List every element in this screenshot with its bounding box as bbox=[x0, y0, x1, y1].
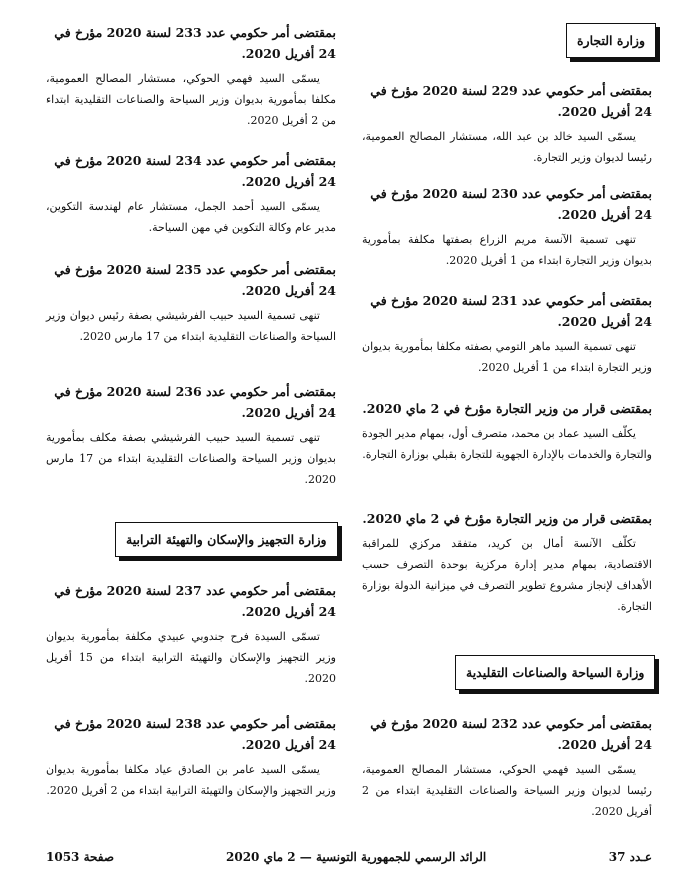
decree-body: يكلّف السيد عماد بن محمد، متصرف أول، بمهام مدير الجودة والتجارة والخدمات بالإدارة الجهوية للتجارة بقبلي بوزارة التجارة. bbox=[362, 427, 652, 461]
decree-233 bbox=[46, 22, 336, 131]
decree-236 bbox=[46, 381, 336, 490]
decree-body: تكلّف الآنسة أمال بن كريد، متفقد مركزي للمراقبة الاقتصادية، بمهام مدير إدارة مركزية بوحدة التصرف حسب الأهداف لإنجاز مشروع تطوير التصرف في ميزانية الدولة بوزارة التجارة. bbox=[362, 537, 652, 613]
decree-heading: بمقتضى أمر حكومي عدد 238 لسنة 2020 مؤرخ في 24 أفريل 2020. bbox=[54, 716, 336, 752]
decree-body: يسمّى السيد فهمي الحوكي، مستشار المصالح العمومية، مكلفا بمأمورية بديوان وزير السياحة والصناعات التقليدية ابتداء من 2 أفريل 2020. bbox=[46, 72, 336, 127]
order-commerce-2 bbox=[362, 508, 652, 617]
decree-body: تنهى تسمية السيد حبيب الفرشيشي بصفة رئيس ديوان وزير السياحة والصناعات التقليدية ابتداء من 17 مارس 2020. bbox=[46, 309, 336, 343]
decree-heading: بمقتضى أمر حكومي عدد 233 لسنة 2020 مؤرخ في 24 أفريل 2020. bbox=[54, 25, 336, 61]
decree-body: تنهى تسمية السيد حبيب الفرشيشي بصفة مكلف بمأمورية بديوان وزير السياحة والصناعات التقليدية ابتداء من 17 مارس 2020. bbox=[46, 431, 336, 486]
journal-title: الرائد الرسمي للجمهورية التونسية — 2 ماي 2020 bbox=[226, 850, 487, 864]
decree-238 bbox=[46, 713, 336, 801]
decree-234 bbox=[46, 150, 336, 238]
decree-heading: بمقتضى أمر حكومي عدد 230 لسنة 2020 مؤرخ في 24 أفريل 2020. bbox=[370, 186, 652, 222]
section-title-equipment: وزارة التجهيز والإسكان والتهيئة الترابية bbox=[115, 522, 338, 557]
decree-heading: بمقتضى قرار من وزير التجارة مؤرخ في 2 ماي 2020. bbox=[362, 511, 652, 526]
page-footer bbox=[46, 850, 652, 872]
decree-231 bbox=[362, 290, 652, 378]
decree-body: تسمّى السيدة فرح جندوبي عبيدي مكلفة بمأمورية بديوان وزير التجهيز والإسكان والتهيئة الترابية ابتداء من 15 أفريل 2020. bbox=[46, 630, 336, 685]
decree-body: تنهى تسمية الآنسة مريم الزراع بصفتها مكلفة بمأمورية بديوان وزير التجارة ابتداء من 1 أفريل 2020. bbox=[362, 233, 652, 267]
decree-body: يسمّى السيد فهمي الحوكي، مستشار المصالح العمومية، رئيسا لديوان وزير السياحة والصناعات التقليدية ابتداء من 2 أفريل 2020. bbox=[362, 763, 652, 818]
decree-229 bbox=[362, 80, 652, 168]
decree-230 bbox=[362, 183, 652, 271]
decree-body: تنهى تسمية السيد ماهر التومي بصفته مكلفا بمأمورية بديوان وزير التجارة ابتداء من 1 أفريل 2020. bbox=[362, 340, 652, 374]
decree-235 bbox=[46, 259, 336, 347]
decree-body: يسمّى السيد خالد بن عبد الله، مستشار المصالح العمومية، رئيسا لديوان وزير التجارة. bbox=[362, 130, 652, 164]
decree-heading: بمقتضى أمر حكومي عدد 237 لسنة 2020 مؤرخ في 24 أفريل 2020. bbox=[54, 583, 336, 619]
decree-heading: بمقتضى أمر حكومي عدد 234 لسنة 2020 مؤرخ في 24 أفريل 2020. bbox=[54, 153, 336, 189]
decree-heading: بمقتضى أمر حكومي عدد 236 لسنة 2020 مؤرخ في 24 أفريل 2020. bbox=[54, 384, 336, 420]
decree-232 bbox=[362, 713, 652, 822]
order-commerce-1 bbox=[362, 398, 652, 465]
decree-heading: بمقتضى أمر حكومي عدد 235 لسنة 2020 مؤرخ في 24 أفريل 2020. bbox=[54, 262, 336, 298]
decree-heading: بمقتضى أمر حكومي عدد 231 لسنة 2020 مؤرخ في 24 أفريل 2020. bbox=[370, 293, 652, 329]
decree-237 bbox=[46, 580, 336, 689]
decree-body: يسمّى السيد عامر بن الصادق عياد مكلفا بمأمورية بديوان وزير التجهيز والإسكان والتهيئة الترابية ابتداء من 2 أفريل 2020. bbox=[46, 763, 336, 797]
page-number: صفحة 1053 bbox=[46, 850, 115, 864]
decree-heading: بمقتضى أمر حكومي عدد 232 لسنة 2020 مؤرخ في 24 أفريل 2020. bbox=[370, 716, 652, 752]
decree-heading: بمقتضى أمر حكومي عدد 229 لسنة 2020 مؤرخ في 24 أفريل 2020. bbox=[370, 83, 652, 119]
decree-body: يسمّى السيد أحمد الجمل، مستشار عام لهندسة التكوين، مدير عام وكالة التكوين في مهن السياحة. bbox=[46, 200, 336, 234]
decree-heading: بمقتضى قرار من وزير التجارة مؤرخ في 2 ماي 2020. bbox=[362, 401, 652, 416]
section-title-tourism: وزارة السياحة والصناعات التقليدية bbox=[455, 655, 655, 690]
issue-number: عـدد 37 bbox=[608, 850, 652, 864]
section-title-commerce: وزارة التجارة bbox=[566, 23, 656, 58]
